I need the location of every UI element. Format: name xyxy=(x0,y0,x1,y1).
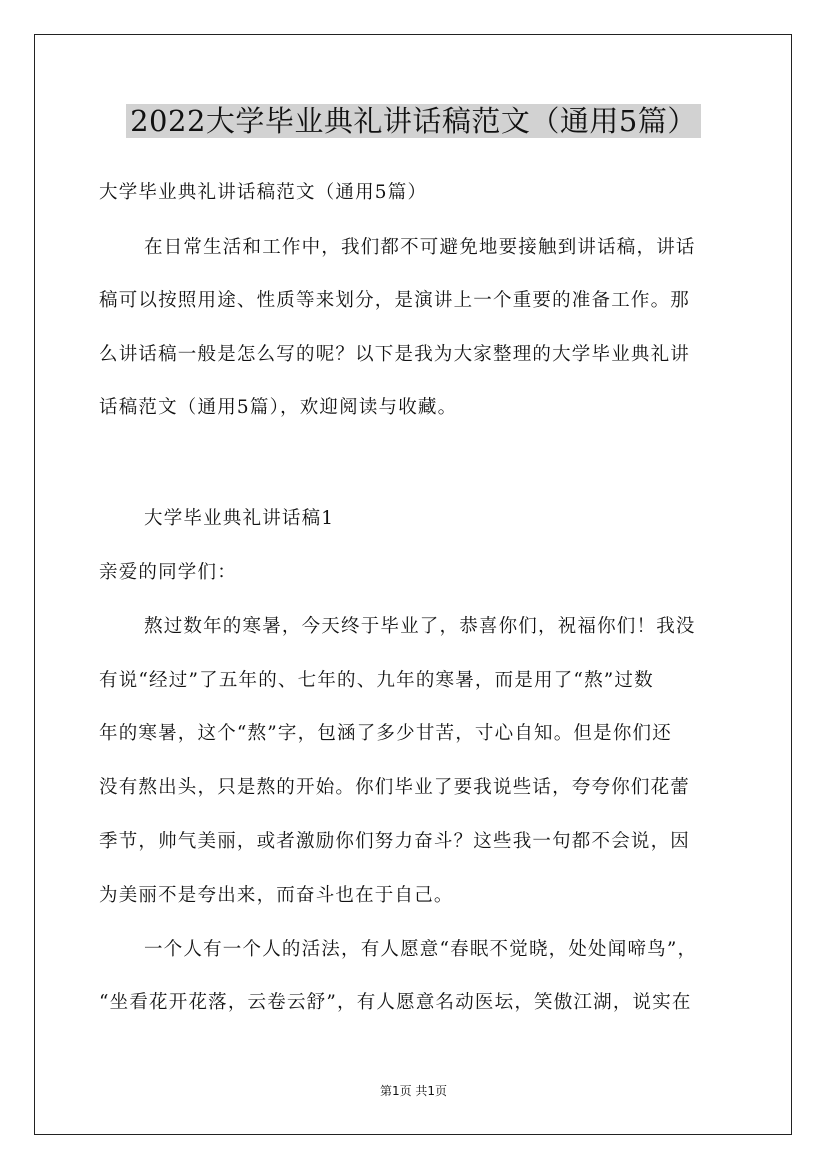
document-subtitle: 大学毕业典礼讲话稿范文（通用5篇） xyxy=(99,182,428,203)
paragraph-line: 为美丽不是夸出来，而奋斗也在于自己。 xyxy=(99,885,454,906)
paragraph-line: “坐看花开花落，云卷云舒”，有人愿意名动医坛，笑傲江湖，说实在 xyxy=(99,992,692,1013)
page-footer: 第1页 共1页 xyxy=(379,1084,448,1098)
paragraph-line: 没有熬出头，只是熬的开始。你们毕业了要我说些话，夸夸你们花蕾 xyxy=(99,777,691,798)
intro-line: 话稿范文（通用5篇），欢迎阅读与收藏。 xyxy=(99,397,458,418)
paragraph-line: 季节，帅气美丽，或者激励你们努力奋斗？这些我一句都不会说，因 xyxy=(99,831,691,852)
intro-line: 稿可以按照用途、性质等来划分，是演讲上一个重要的准备工作。那 xyxy=(99,290,691,311)
salutation: 亲爱的同学们： xyxy=(99,562,237,583)
paragraph-line: 熬过数年的寒暑，今天终于毕业了，恭喜你们，祝福你们！我没 xyxy=(144,616,696,637)
section-heading: 大学毕业典礼讲话稿1 xyxy=(144,508,335,529)
intro-line: 么讲话稿一般是怎么写的呢？以下是我为大家整理的大学毕业典礼讲 xyxy=(99,344,691,365)
paragraph-line: 一个人有一个人的活法，有人愿意“春眠不觉晓，处处闻啼鸟”， xyxy=(144,939,698,960)
paragraph-line: 有说“经过”了五年的、七年的、九年的寒暑，而是用了“熬”过数 xyxy=(99,670,654,691)
document-title: 2022大学毕业典礼讲话稿范文（通用5篇） xyxy=(0,101,827,141)
intro-line: 在日常生活和工作中，我们都不可避免地要接触到讲话稿，讲话 xyxy=(144,237,696,258)
paragraph-line: 年的寒暑，这个“熬”字，包涵了多少甘苦，寸心自知。但是你们还 xyxy=(99,723,672,744)
